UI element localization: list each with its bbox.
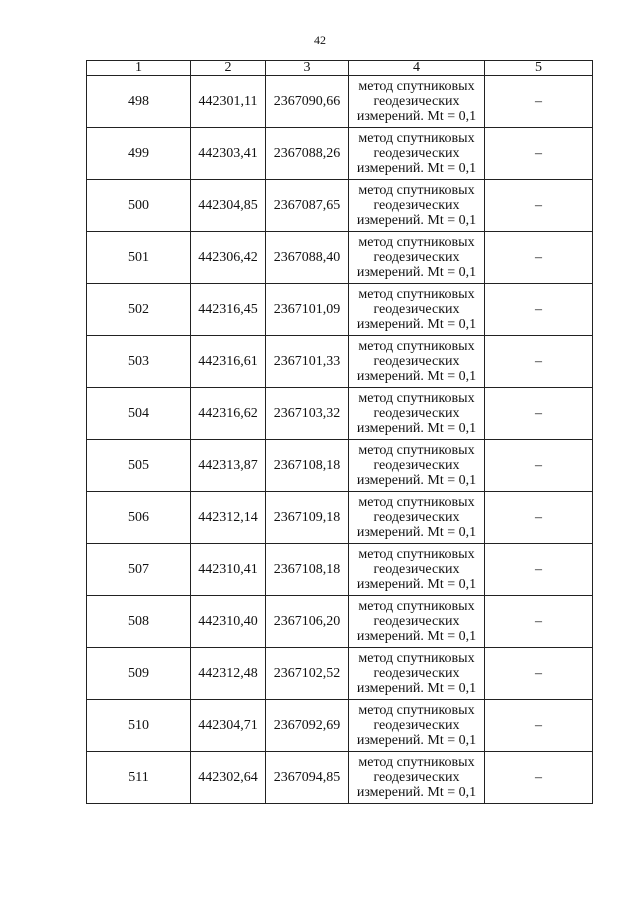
point-number-cell: 507 bbox=[87, 544, 191, 596]
note-cell: – bbox=[485, 76, 593, 128]
method-line: геодезических bbox=[373, 406, 460, 421]
y-coordinate-cell: 2367094,85 bbox=[266, 752, 349, 804]
method-line: геодезических bbox=[373, 146, 460, 161]
point-number-cell: 501 bbox=[87, 232, 191, 284]
y-coordinate-cell: 2367108,18 bbox=[266, 544, 349, 596]
method-line: метод спутниковых bbox=[358, 651, 475, 666]
point-number-cell: 503 bbox=[87, 336, 191, 388]
table-row bbox=[87, 752, 593, 804]
table-header-row bbox=[87, 61, 593, 76]
method-line: метод спутниковых bbox=[358, 755, 475, 770]
point-number-cell: 506 bbox=[87, 492, 191, 544]
x-coordinate-cell: 442303,41 bbox=[191, 128, 266, 180]
method-line: измерений. Mt = 0,1 bbox=[356, 213, 477, 228]
y-coordinate-cell: 2367088,26 bbox=[266, 128, 349, 180]
point-number-cell: 505 bbox=[87, 440, 191, 492]
y-coordinate-cell: 2367087,65 bbox=[266, 180, 349, 232]
y-coordinate-cell: 2367101,09 bbox=[266, 284, 349, 336]
method-line: измерений. Mt = 0,1 bbox=[356, 733, 477, 748]
y-coordinate-cell: 2367090,66 bbox=[266, 76, 349, 128]
x-coordinate-cell: 442304,85 bbox=[191, 180, 266, 232]
method-cell bbox=[349, 180, 485, 232]
note-cell: – bbox=[485, 752, 593, 804]
method-line: измерений. Mt = 0,1 bbox=[356, 421, 477, 436]
method-line: измерений. Mt = 0,1 bbox=[356, 369, 477, 384]
method-line: метод спутниковых bbox=[358, 287, 475, 302]
point-number-cell: 499 bbox=[87, 128, 191, 180]
method-line: геодезических bbox=[373, 198, 460, 213]
table-row bbox=[87, 544, 593, 596]
method-line: измерений. Mt = 0,1 bbox=[356, 525, 477, 540]
point-number-cell: 502 bbox=[87, 284, 191, 336]
table-row bbox=[87, 128, 593, 180]
note-cell: – bbox=[485, 440, 593, 492]
method-cell bbox=[349, 596, 485, 648]
method-line: метод спутниковых bbox=[358, 339, 475, 354]
method-cell bbox=[349, 128, 485, 180]
y-coordinate-cell: 2367103,32 bbox=[266, 388, 349, 440]
note-cell: – bbox=[485, 544, 593, 596]
method-line: метод спутниковых bbox=[358, 599, 475, 614]
method-cell bbox=[349, 76, 485, 128]
method-line: геодезических bbox=[373, 458, 460, 473]
method-line: геодезических bbox=[373, 250, 460, 265]
method-line: измерений. Mt = 0,1 bbox=[356, 785, 477, 800]
x-coordinate-cell: 442313,87 bbox=[191, 440, 266, 492]
method-line: геодезических bbox=[373, 94, 460, 109]
note-cell: – bbox=[485, 180, 593, 232]
point-number-cell: 504 bbox=[87, 388, 191, 440]
point-number-cell: 509 bbox=[87, 648, 191, 700]
note-cell: – bbox=[485, 232, 593, 284]
header-cell: 3 bbox=[266, 61, 349, 76]
note-cell: – bbox=[485, 284, 593, 336]
note-cell: – bbox=[485, 388, 593, 440]
method-line: геодезических bbox=[373, 562, 460, 577]
y-coordinate-cell: 2367102,52 bbox=[266, 648, 349, 700]
method-cell bbox=[349, 752, 485, 804]
method-line: измерений. Mt = 0,1 bbox=[356, 577, 477, 592]
method-cell bbox=[349, 284, 485, 336]
method-line: геодезических bbox=[373, 302, 460, 317]
method-line: геодезических bbox=[373, 614, 460, 629]
method-line: метод спутниковых bbox=[358, 703, 475, 718]
y-coordinate-cell: 2367092,69 bbox=[266, 700, 349, 752]
header-cell: 4 bbox=[349, 61, 485, 76]
note-cell: – bbox=[485, 596, 593, 648]
method-line: метод спутниковых bbox=[358, 79, 475, 94]
table-row bbox=[87, 180, 593, 232]
method-line: геодезических bbox=[373, 510, 460, 525]
x-coordinate-cell: 442312,48 bbox=[191, 648, 266, 700]
x-coordinate-cell: 442302,64 bbox=[191, 752, 266, 804]
table-row bbox=[87, 596, 593, 648]
table-row bbox=[87, 440, 593, 492]
table-row bbox=[87, 336, 593, 388]
header-cell: 2 bbox=[191, 61, 266, 76]
table-row bbox=[87, 76, 593, 128]
x-coordinate-cell: 442316,45 bbox=[191, 284, 266, 336]
point-number-cell: 498 bbox=[87, 76, 191, 128]
method-line: измерений. Mt = 0,1 bbox=[356, 473, 477, 488]
method-cell bbox=[349, 232, 485, 284]
method-line: измерений. Mt = 0,1 bbox=[356, 317, 477, 332]
point-number-cell: 500 bbox=[87, 180, 191, 232]
y-coordinate-cell: 2367106,20 bbox=[266, 596, 349, 648]
y-coordinate-cell: 2367109,18 bbox=[266, 492, 349, 544]
x-coordinate-cell: 442304,71 bbox=[191, 700, 266, 752]
coordinates-table bbox=[86, 60, 593, 804]
note-cell: – bbox=[485, 700, 593, 752]
table-row bbox=[87, 492, 593, 544]
header-cell: 5 bbox=[485, 61, 593, 76]
method-line: геодезических bbox=[373, 354, 460, 369]
method-line: измерений. Mt = 0,1 bbox=[356, 681, 477, 696]
method-cell bbox=[349, 440, 485, 492]
method-line: геодезических bbox=[373, 666, 460, 681]
note-cell: – bbox=[485, 648, 593, 700]
x-coordinate-cell: 442310,40 bbox=[191, 596, 266, 648]
method-line: метод спутниковых bbox=[358, 131, 475, 146]
method-line: измерений. Mt = 0,1 bbox=[356, 109, 477, 124]
method-line: метод спутниковых bbox=[358, 547, 475, 562]
point-number-cell: 508 bbox=[87, 596, 191, 648]
table-row bbox=[87, 388, 593, 440]
table-row bbox=[87, 648, 593, 700]
method-cell bbox=[349, 648, 485, 700]
x-coordinate-cell: 442316,61 bbox=[191, 336, 266, 388]
point-number-cell: 511 bbox=[87, 752, 191, 804]
point-number-cell: 510 bbox=[87, 700, 191, 752]
note-cell: – bbox=[485, 128, 593, 180]
method-line: метод спутниковых bbox=[358, 183, 475, 198]
method-cell bbox=[349, 388, 485, 440]
method-line: измерений. Mt = 0,1 bbox=[356, 161, 477, 176]
x-coordinate-cell: 442310,41 bbox=[191, 544, 266, 596]
x-coordinate-cell: 442312,14 bbox=[191, 492, 266, 544]
y-coordinate-cell: 2367108,18 bbox=[266, 440, 349, 492]
note-cell: – bbox=[485, 492, 593, 544]
y-coordinate-cell: 2367101,33 bbox=[266, 336, 349, 388]
table-row bbox=[87, 232, 593, 284]
method-line: метод спутниковых bbox=[358, 235, 475, 250]
x-coordinate-cell: 442306,42 bbox=[191, 232, 266, 284]
method-cell bbox=[349, 336, 485, 388]
y-coordinate-cell: 2367088,40 bbox=[266, 232, 349, 284]
method-line: геодезических bbox=[373, 718, 460, 733]
note-cell: – bbox=[485, 336, 593, 388]
x-coordinate-cell: 442316,62 bbox=[191, 388, 266, 440]
method-line: измерений. Mt = 0,1 bbox=[356, 629, 477, 644]
x-coordinate-cell: 442301,11 bbox=[191, 76, 266, 128]
method-line: измерений. Mt = 0,1 bbox=[356, 265, 477, 280]
table-row bbox=[87, 700, 593, 752]
method-cell bbox=[349, 700, 485, 752]
method-cell bbox=[349, 544, 485, 596]
page-number: 42 bbox=[314, 33, 326, 47]
method-line: метод спутниковых bbox=[358, 391, 475, 406]
header-cell: 1 bbox=[87, 61, 191, 76]
table-row bbox=[87, 284, 593, 336]
method-cell bbox=[349, 492, 485, 544]
method-line: метод спутниковых bbox=[358, 443, 475, 458]
method-line: геодезических bbox=[373, 770, 460, 785]
method-line: метод спутниковых bbox=[358, 495, 475, 510]
